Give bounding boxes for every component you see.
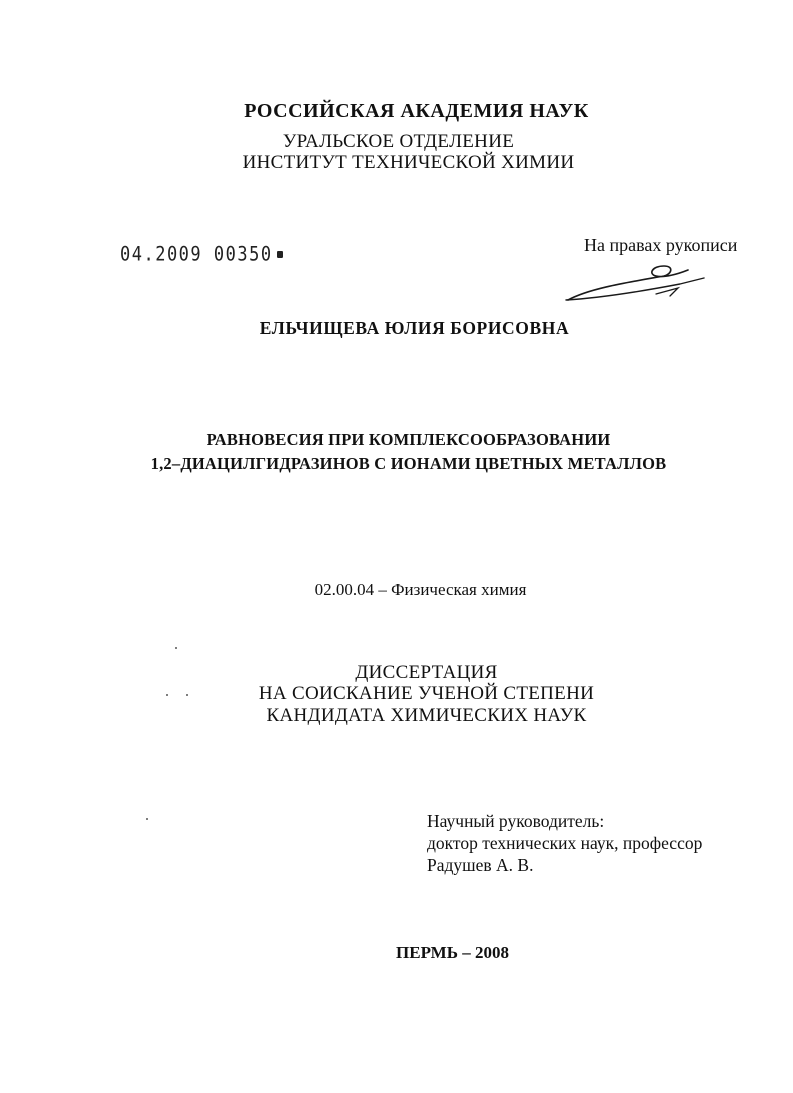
scan-speck	[166, 694, 168, 696]
supervisor-label: Научный руководитель:	[427, 811, 605, 831]
stamp-dot-mark	[277, 251, 283, 258]
academy-name: РОССИЙСКАЯ АКАДЕМИЯ НАУК	[244, 100, 589, 122]
supervisor-degree: доктор технических наук, профессор	[427, 833, 703, 853]
stamp-number: 04.2009 00350	[120, 243, 273, 266]
registration-stamp	[120, 243, 283, 266]
signature-icon	[560, 258, 710, 308]
work-type-line-2: НА СОИСКАНИЕ УЧЕНОЙ СТЕПЕНИ	[258, 683, 595, 704]
dissertation-title-line-2: 1,2–ДИАЦИЛГИДРАЗИНОВ С ИОНАМИ ЦВЕТНЫХ МЕТАЛЛОВ	[150, 454, 667, 473]
institute-name: ИНСТИТУТ ТЕХНИЧЕСКОЙ ХИМИИ	[242, 152, 575, 173]
branch-name: УРАЛЬСКОЕ ОТДЕЛЕНИЕ	[282, 131, 515, 152]
dissertation-title-line-1: РАВНОВЕСИЯ ПРИ КОМПЛЕКСООБРАЗОВАНИИ	[206, 430, 611, 449]
city-year: ПЕРМЬ – 2008	[396, 943, 509, 962]
scan-speck	[175, 647, 177, 649]
supervisor-name: Радушев А. В.	[427, 855, 534, 875]
work-type-line-3: КАНДИДАТА ХИМИЧЕСКИХ НАУК	[266, 705, 587, 726]
author-name: ЕЛЬЧИЩЕВА ЮЛИЯ БОРИСОВНА	[259, 318, 570, 338]
manuscript-rights: На правах рукописи	[584, 235, 738, 255]
specialty-code: 02.00.04 – Физическая химия	[314, 580, 527, 599]
scan-speck	[186, 694, 188, 696]
scan-speck	[146, 818, 148, 820]
work-type-line-1: ДИССЕРТАЦИЯ	[355, 662, 498, 683]
